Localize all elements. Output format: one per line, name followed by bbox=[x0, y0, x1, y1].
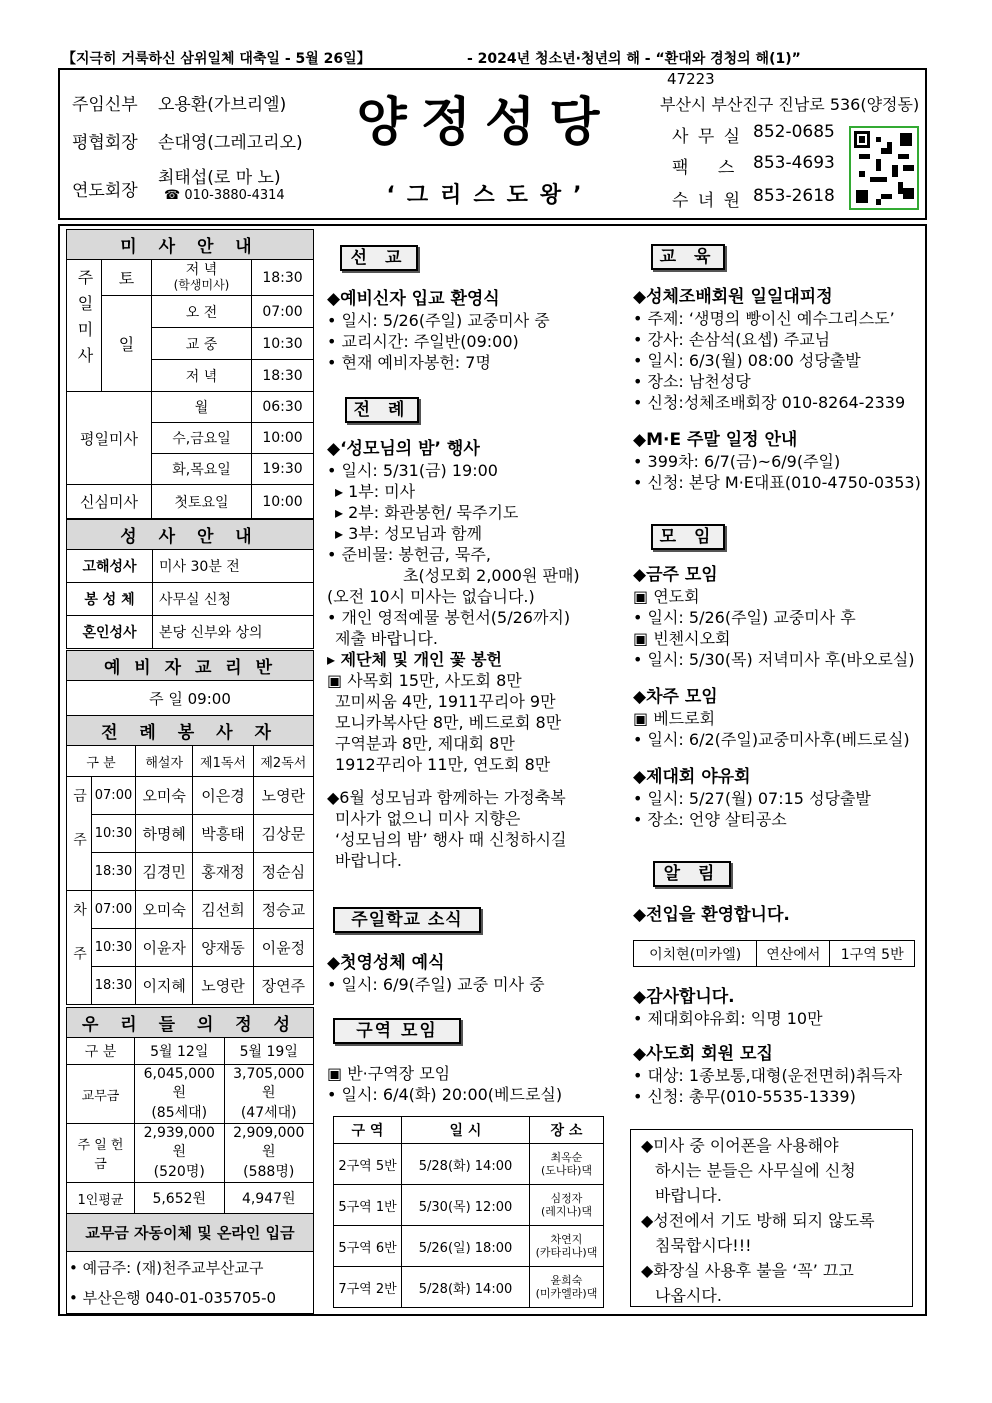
district-table bbox=[333, 1116, 604, 1308]
server-commentator: 이지혜 bbox=[136, 967, 193, 1005]
district-host: 윤희숙 bbox=[550, 1274, 583, 1287]
server-reader1: 김선희 bbox=[193, 891, 253, 929]
meeting-heading: ◆금주 모임 bbox=[633, 565, 718, 585]
servers-header: 해설자 bbox=[136, 746, 193, 777]
weekday-mass-name: 수,금요일 bbox=[152, 423, 252, 454]
mission-line: • 교리시간: 주일반(09:00) bbox=[327, 332, 519, 351]
offering-sub: (85세대) bbox=[151, 1105, 208, 1121]
meeting-line: ▣ 빈첸시오회 bbox=[633, 629, 731, 648]
district-host: (도나타)댁 bbox=[540, 1164, 593, 1177]
server-reader1: 홍재정 bbox=[193, 853, 253, 891]
council-label: 평협회장 bbox=[72, 133, 138, 153]
catechumen-table bbox=[66, 650, 314, 716]
notice-line: ◆성전에서 기도 방해 되지 않도록 bbox=[641, 1211, 875, 1230]
catechumen-title: 예 비 자 교 리 반 bbox=[67, 651, 314, 681]
server-reader2: 정순심 bbox=[253, 853, 313, 891]
district-host: 최옥순 bbox=[550, 1151, 583, 1164]
mission-line: • 일시: 5/26(주일) 교중미사 중 bbox=[327, 311, 550, 330]
offering-table bbox=[66, 1007, 314, 1314]
notice-line: 침묵합시다!!! bbox=[655, 1236, 752, 1255]
district-header: 일 시 bbox=[402, 1117, 530, 1144]
flower-line: 1912꾸리아 11만, 연도회 8만 bbox=[335, 755, 551, 774]
sun-mass-time: 07:00 bbox=[252, 296, 314, 328]
sacrament-name: 봉 성 체 bbox=[67, 583, 153, 616]
server-reader2: 김상문 bbox=[253, 815, 313, 853]
server-reader2: 장연주 bbox=[253, 967, 313, 1005]
server-reader1: 박흥태 bbox=[193, 815, 253, 853]
sat-time: 18:30 bbox=[252, 260, 314, 296]
server-commentator: 오미숙 bbox=[136, 777, 193, 815]
district-host: (레지나)댁 bbox=[540, 1205, 593, 1218]
sacrament-name: 고해성사 bbox=[67, 550, 153, 583]
district-line: • 일시: 6/4(화) 20:00(베드로실) bbox=[327, 1085, 563, 1104]
district-header: 장 소 bbox=[530, 1117, 604, 1144]
meeting-line: • 일시: 5/27(월) 07:15 성당출발 bbox=[633, 789, 871, 808]
mission-section bbox=[327, 289, 550, 373]
meeting-line: ▣ 베드로회 bbox=[633, 709, 716, 728]
sacrament-table bbox=[66, 519, 314, 649]
servers-table bbox=[66, 715, 314, 1005]
catechumen-time: 주 일 09:00 bbox=[67, 681, 314, 716]
me-line: • 신청: 본당 M·E대표(010-4750-0353) bbox=[633, 473, 921, 492]
notice-line: 하시는 분들은 사무실에 신청 bbox=[655, 1161, 856, 1180]
servers-header: 구 분 bbox=[67, 746, 136, 777]
recruit-line: • 대상: 1종보통,대형(운전면허)취득자 bbox=[633, 1066, 903, 1085]
convent-phone: 853-2618 bbox=[753, 186, 835, 206]
office-phone: 852-0685 bbox=[753, 122, 835, 142]
education-heading: ◆성체조배회원 일일대피정 bbox=[633, 287, 833, 307]
offering-header: 5월 12일 bbox=[135, 1038, 225, 1065]
server-time: 10:30 bbox=[92, 815, 136, 853]
sacrament-desc: 사무실 신청 bbox=[153, 583, 314, 616]
district-title: 구역 모임 bbox=[333, 1018, 461, 1044]
district-cell: 5구역 6반 bbox=[334, 1226, 402, 1267]
flower-line: 꼬미씨움 4만, 1911꾸리아 9만 bbox=[335, 692, 556, 711]
address: 부산시 부산진구 진남로 536(양정동) bbox=[660, 95, 920, 114]
server-reader1: 노영란 bbox=[193, 967, 253, 1005]
liturgy-line: ▸ 1부: 미사 bbox=[335, 482, 416, 501]
sun-mass-name: 오 전 bbox=[152, 296, 252, 328]
welcome-name: 이치현(미카엘) bbox=[634, 941, 757, 967]
meeting-line: • 장소: 언양 살티공소 bbox=[633, 810, 787, 829]
offering-value: 3,705,000원 bbox=[233, 1066, 305, 1101]
sun-mass-name: 교 중 bbox=[152, 328, 252, 360]
offering-row-label: 주 일 헌 금 bbox=[67, 1124, 135, 1183]
district-host: (미카엘라)댁 bbox=[535, 1287, 598, 1300]
offering-value: 6,045,000원 bbox=[143, 1066, 215, 1101]
district-host: (카타리나)댁 bbox=[535, 1246, 598, 1259]
next-week-label: 차주 bbox=[67, 891, 92, 1005]
district-cell: 5/28(화) 14:00 bbox=[402, 1267, 530, 1308]
sacrament-desc: 미사 30분 전 bbox=[153, 550, 314, 583]
offering-row-label: 1인평균 bbox=[67, 1183, 135, 1214]
district-section bbox=[327, 1063, 562, 1105]
weekday-mass-time: 06:30 bbox=[252, 392, 314, 423]
education-line: • 일시: 6/3(월) 08:00 성당출발 bbox=[633, 351, 861, 370]
recruit-heading: ◆사도회 회원 모집 bbox=[633, 1044, 773, 1064]
welcome-heading: ◆전입을 환영합니다. bbox=[633, 905, 790, 925]
server-time: 18:30 bbox=[92, 967, 136, 1005]
offering-value: 4,947원 bbox=[224, 1183, 314, 1214]
sat-evening-sub: (학생미사) bbox=[173, 277, 230, 292]
devotional-mass-time: 10:00 bbox=[252, 485, 314, 519]
notice-line: 나옵시다. bbox=[655, 1286, 722, 1305]
district-header: 구 역 bbox=[334, 1117, 402, 1144]
liturgy-line: ▸ 3부: 성모님과 함께 bbox=[335, 524, 483, 543]
sunday-school-title: 주일학교 소식 bbox=[333, 907, 481, 933]
education-section bbox=[633, 287, 921, 493]
liturgy-line: ▸ 2부: 화관봉헌/ 묵주기도 bbox=[335, 503, 519, 522]
server-reader1: 양재동 bbox=[193, 929, 253, 967]
offering-value: 5,652원 bbox=[135, 1183, 225, 1214]
district-line: ▣ 반·구역장 모임 bbox=[327, 1064, 451, 1083]
header-box bbox=[58, 68, 927, 220]
meeting-line: • 일시: 5/26(주일) 교중미사 후 bbox=[633, 608, 856, 627]
liturgy-line: • 개인 영적예물 봉헌서(5/26까지) bbox=[327, 608, 571, 627]
fax-number: 853-4693 bbox=[753, 153, 835, 173]
blessing-line: ‘성모님의 밤’ 행사 때 신청하시길 bbox=[335, 830, 567, 849]
account-holder: • 예금주: (재)천주교부산교구 bbox=[67, 1252, 314, 1283]
liturgy-line: 초(성모회 2,000원 판매) bbox=[403, 566, 580, 585]
welcome-table bbox=[633, 940, 915, 967]
liturgy-line: • 일시: 5/31(금) 19:00 bbox=[327, 461, 498, 480]
server-reader2: 노영란 bbox=[253, 777, 313, 815]
server-time: 10:30 bbox=[92, 929, 136, 967]
offering-sub: (520명) bbox=[153, 1164, 205, 1180]
cl-label: 연도회장 bbox=[72, 181, 138, 201]
servers-title: 전 례 봉 사 자 bbox=[67, 716, 314, 746]
feast-title: 【지극히 거룩하신 삼위일체 대축일 - 5월 26일】 bbox=[62, 51, 371, 67]
sunday-school-section bbox=[327, 953, 545, 995]
sunday-school-line: • 일시: 6/9(주일) 교중 미사 중 bbox=[327, 975, 545, 994]
mass-table bbox=[66, 229, 314, 519]
notice-section bbox=[633, 987, 902, 1107]
server-time: 07:00 bbox=[92, 777, 136, 815]
thanks-line: • 제대회야유회: 익명 10만 bbox=[633, 1009, 823, 1028]
offering-value: 2,939,000원 bbox=[143, 1125, 215, 1160]
meeting-title: 모 임 bbox=[651, 524, 725, 550]
council-name: 손대영(그레고리오) bbox=[158, 133, 303, 153]
district-host: 차연지 bbox=[550, 1233, 583, 1246]
flower-line: 구역분과 8만, 제대회 8만 bbox=[335, 734, 515, 753]
offering-title: 우 리 들 의 정 성 bbox=[67, 1008, 314, 1038]
qr-code[interactable] bbox=[849, 126, 919, 210]
parish-title: 양정성당 bbox=[356, 92, 614, 153]
offering-sub: (588명) bbox=[243, 1164, 295, 1180]
offering-row-label: 교무금 bbox=[67, 1065, 135, 1124]
offering-header: 구 분 bbox=[67, 1038, 135, 1065]
weekday-mass-label: 평일미사 bbox=[67, 392, 152, 485]
sat-evening: 저 녁 bbox=[185, 261, 218, 278]
server-reader2: 이윤정 bbox=[253, 929, 313, 967]
parish-subtitle: ‘그리스도왕’ bbox=[386, 183, 594, 208]
server-commentator: 하명혜 bbox=[136, 815, 193, 853]
pastor-label: 주임신부 bbox=[72, 95, 138, 115]
district-cell: 5/30(목) 12:00 bbox=[402, 1185, 530, 1226]
notice-box bbox=[630, 1129, 913, 1307]
notice-title: 알 림 bbox=[653, 861, 731, 887]
offering-header: 5월 19일 bbox=[224, 1038, 314, 1065]
notice-welcome-heading bbox=[633, 905, 790, 926]
server-time: 18:30 bbox=[92, 853, 136, 891]
blessing-line: ◆6월 성모님과 함께하는 가정축복 bbox=[327, 788, 566, 807]
district-cell: 2구역 5반 bbox=[334, 1144, 402, 1185]
pastor-name: 오용환(가브리엘) bbox=[158, 95, 287, 115]
mission-heading: ◆예비신자 입교 환영식 bbox=[327, 289, 500, 309]
weekday-mass-name: 화,목요일 bbox=[152, 454, 252, 485]
weekday-mass-time: 19:30 bbox=[252, 454, 314, 485]
devotional-mass-name: 첫토요일 bbox=[152, 485, 252, 519]
sun-mass-time: 10:30 bbox=[252, 328, 314, 360]
education-line: • 주제: ‘생명의 빵이신 예수그리스도’ bbox=[633, 309, 895, 328]
altar-heading: ◆제대회 야유회 bbox=[633, 767, 751, 787]
server-reader2: 정승교 bbox=[253, 891, 313, 929]
weekday-mass-time: 10:00 bbox=[252, 423, 314, 454]
sunday-school-heading: ◆첫영성체 예식 bbox=[327, 953, 445, 973]
flower-heading: ▸ 제단체 및 개인 꽃 봉헌 bbox=[327, 650, 502, 669]
thanks-heading: ◆감사합니다. bbox=[633, 987, 735, 1007]
flower-line: ▣ 사목회 15만, 사도회 8만 bbox=[327, 671, 522, 690]
fax-label: 팩 스 bbox=[672, 158, 735, 178]
meeting-section bbox=[633, 565, 915, 830]
recruit-line: • 신청: 총무(010-5535-1339) bbox=[633, 1087, 856, 1106]
server-commentator: 오미숙 bbox=[136, 891, 193, 929]
education-line: • 장소: 남천성당 bbox=[633, 372, 751, 391]
notice-line: ◆화장실 사용후 불을 ‘꼭’ 끄고 bbox=[641, 1261, 854, 1280]
offering-value: 2,909,000원 bbox=[233, 1125, 305, 1160]
qr-pattern bbox=[854, 131, 914, 205]
liturgy-heading: ◆‘성모님의 밤’ 행사 bbox=[327, 439, 480, 459]
sacrament-desc: 본당 신부와 상의 bbox=[153, 616, 314, 649]
mission-line: • 현재 예비자봉헌: 7명 bbox=[327, 353, 491, 372]
cl-phone: ☎ 010-3880-4314 bbox=[164, 188, 285, 203]
welcome-district: 1구역 5반 bbox=[830, 941, 915, 967]
devotional-mass-label: 신심미사 bbox=[67, 485, 152, 519]
me-heading: ◆M·E 주말 일정 안내 bbox=[633, 430, 798, 450]
top-line bbox=[62, 48, 928, 68]
server-commentator: 김경민 bbox=[136, 853, 193, 891]
education-line: • 강사: 손삼석(요셉) 주교님 bbox=[633, 330, 831, 349]
cl-name: 최태섭(로 마 노) bbox=[158, 168, 281, 188]
sunday-mass-label: 주일미사 bbox=[67, 260, 102, 392]
mission-title: 선 교 bbox=[340, 245, 418, 271]
blessing-line: 미사가 없으니 미사 지향은 bbox=[335, 809, 521, 828]
servers-header: 제1독서 bbox=[193, 746, 253, 777]
server-commentator: 이윤자 bbox=[136, 929, 193, 967]
meeting-line: ▣ 연도회 bbox=[633, 587, 700, 606]
notice-line: 바랍니다. bbox=[655, 1186, 722, 1205]
bank-title: 교무금 자동이체 및 온라인 입금 bbox=[67, 1214, 314, 1252]
me-line: • 399차: 6/7(금)~6/9(주일) bbox=[633, 452, 841, 471]
next-meeting-heading: ◆차주 모임 bbox=[633, 687, 718, 707]
liturgy-line: 제출 바랍니다. bbox=[335, 629, 438, 648]
sacrament-name: 혼인성사 bbox=[67, 616, 153, 649]
mass-title: 미 사 안 내 bbox=[67, 230, 314, 260]
meeting-line: • 일시: 5/30(목) 저녁미사 후(바오로실) bbox=[633, 650, 915, 669]
server-time: 07:00 bbox=[92, 891, 136, 929]
account-number: • 부산은행 040-01-035705-0 bbox=[67, 1283, 314, 1314]
liturgy-section bbox=[327, 439, 580, 871]
notice-line: ◆미사 중 이어폰을 사용해야 bbox=[641, 1136, 839, 1155]
sat-label: 토 bbox=[102, 260, 152, 296]
servers-header: 제2독서 bbox=[253, 746, 313, 777]
liturgy-title: 전 례 bbox=[345, 397, 419, 423]
blessing-line: 바랍니다. bbox=[335, 851, 402, 870]
district-host: 심정자 bbox=[550, 1192, 583, 1205]
education-title: 교 육 bbox=[651, 244, 725, 270]
offering-sub: (47세대) bbox=[240, 1105, 297, 1121]
weekday-mass-name: 월 bbox=[152, 392, 252, 423]
district-cell: 7구역 2반 bbox=[334, 1267, 402, 1308]
this-week-label: 금주 bbox=[67, 777, 92, 891]
year-theme: - 2024년 청소년·청년의 해 - “환대와 경청의 해(1)” bbox=[467, 51, 801, 67]
sun-mass-time: 18:30 bbox=[252, 360, 314, 392]
flower-line: 모니카복사단 8만, 베드로회 8만 bbox=[335, 713, 562, 732]
sun-mass-name: 저 녁 bbox=[152, 360, 252, 392]
sacrament-title: 성 사 안 내 bbox=[67, 520, 314, 550]
liturgy-line: (오전 10시 미사는 없습니다.) bbox=[327, 587, 535, 606]
district-cell: 5/28(화) 14:00 bbox=[402, 1144, 530, 1185]
district-cell: 5구역 1반 bbox=[334, 1185, 402, 1226]
zip-code: 47223 bbox=[667, 70, 715, 88]
district-cell: 5/26(일) 18:00 bbox=[402, 1226, 530, 1267]
server-reader1: 이은경 bbox=[193, 777, 253, 815]
meeting-line: • 일시: 6/2(주일)교중미사후(베드로실) bbox=[633, 730, 910, 749]
education-line: • 신청:성체조배회장 010-8264-2339 bbox=[633, 393, 906, 412]
convent-label: 수 녀 원 bbox=[672, 191, 743, 211]
welcome-from: 연산에서 bbox=[757, 941, 830, 967]
office-label: 사 무 실 bbox=[672, 127, 743, 147]
sun-label: 일 bbox=[102, 296, 152, 392]
liturgy-line: • 준비물: 봉헌금, 묵주, bbox=[327, 545, 491, 564]
